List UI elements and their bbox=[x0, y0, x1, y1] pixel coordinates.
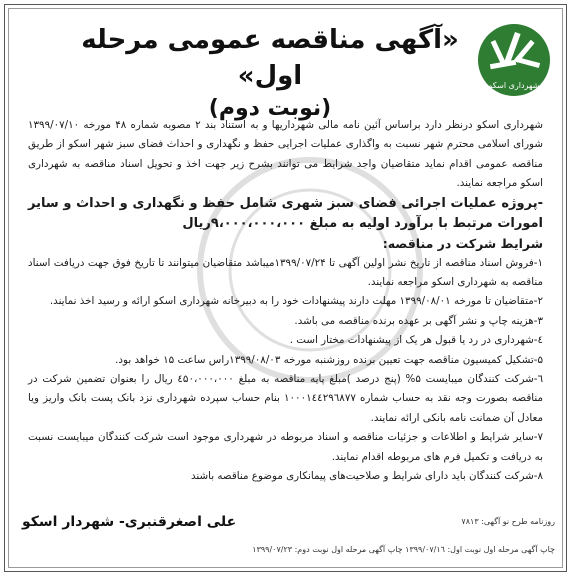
municipality-logo-icon bbox=[476, 22, 552, 98]
condition-item: ٤-شهرداری در رد یا قبول هر یک از پیشنهادات مختار است . bbox=[289, 334, 543, 347]
condition-item: ٦-شرکت کنندگان میبایست ۵% (پنج درصد )مبلغ پایه مناقصه به مبلغ ٤۵۰،۰۰۰،۰۰۰ ریال را بعنوان تضمین شرکت در مناقصه بصورت وجه نقد به حساب شماره ۱۰۰۰۱٤٤۲۹٦۸۷۷ بنام حساب سپرده شهرداری نزد بانک پست بانک واریز ویا معادل آن ضمانت نامه بانکی ارائه نمایند. bbox=[28, 373, 544, 424]
mayor-signature: علی اصغرقنبری- شهردار اسکو bbox=[22, 514, 237, 530]
intro-paragraph: شهرداری اسکو درنظر دارد براساس آئین نامه مالی شهرداریها و به استناد بند ۲ مصوبه شماره ۴۸ مورخه ۱۳۹۹/۰۷/۱۰ شورای اسلامی محترم شهر نسبت به واگذاری عملیات اجرایی حفظ و نگهداری و احداث فضای سبز شهر اسکو از طریق مناقصه عمومی اقدام نماید متقاضیان واجد شرایط می توانند بشرح زیر جهت اخذ و تحویل اسناد مناقصه به شهرداری اسکو مراجعه نمایند. bbox=[28, 119, 543, 190]
project-description: -پروژه عملیات اجرائی فضای سبز شهری شامل حفظ و نگهداری و احداث و سایر امورات مرتبط با برآورد اولیه به مبلغ ۹،۰۰۰،۰۰۰،۰۰۰ریال bbox=[28, 195, 543, 231]
logo-text: شهرداری اسکو bbox=[488, 81, 540, 90]
publication-dates: چاپ آگهی مرحله اول نوبت اول: ۱۳۹۹/۰۷/۱٦ چاپ آگهی مرحله اول نوبت دوم: ۱۳۹۹/۰۷/۲۳ bbox=[252, 545, 555, 554]
condition-item: ۲-متقاضیان تا مورخه ۱۳۹۹/۰۸/۰۱ مهلت دارند پیشنهادات خود را به دبیرخانه شهرداری اسکو ارائه و رسید اخذ نمایند. bbox=[49, 295, 543, 308]
notice-body bbox=[28, 116, 543, 487]
title-line-2: (نوبت دوم) bbox=[208, 96, 332, 121]
condition-item: ۱-فروش اسناد مناقصه از تاریخ نشر اولین آگهی تا ۱۳۹۹/۰۷/۲۴میباشد متقاضیان میتوانند تا تاریخ فوق جهت دریافت اسناد مناقصه به شهرداری اسکو مراجعه نمایند. bbox=[28, 256, 543, 289]
newspaper-info: روزنامه طرح نو آگهی: ۷۸۱۳ bbox=[461, 517, 555, 526]
condition-item: ۷-سایر شرایط و اطلاعات و جزئیات مناقصه و اسناد مربوطه در شهرداری موجود است شرکت کنندگان میبایست نسبت به دریافت و تکمیل فرم های مربوطه اقدام نمایند. bbox=[28, 431, 543, 463]
condition-item: ۸-شرکت کنندگان باید دارای شرایط و صلاحیت‌های پیمانکاری موضوع مناقصه باشند bbox=[190, 470, 543, 483]
notice-title bbox=[70, 22, 470, 124]
condition-item: ۳-هزینه چاپ و نشر آگهی بر عهده برنده مناقصه می باشد. bbox=[294, 314, 543, 327]
conditions-heading: شرایط شرکت در مناقصه: bbox=[382, 235, 543, 251]
title-line-1: «آگهی مناقصه عمومی مرحله اول» bbox=[81, 25, 459, 91]
notice-footer bbox=[10, 512, 561, 562]
condition-item: ۵-تشکیل کمیسیون مناقصه جهت تعیین برنده روزشنبه مورخه ۱۳۹۹/۰۸/۰۳راس ساعت ۱۵ خواهد بود. bbox=[115, 353, 543, 366]
